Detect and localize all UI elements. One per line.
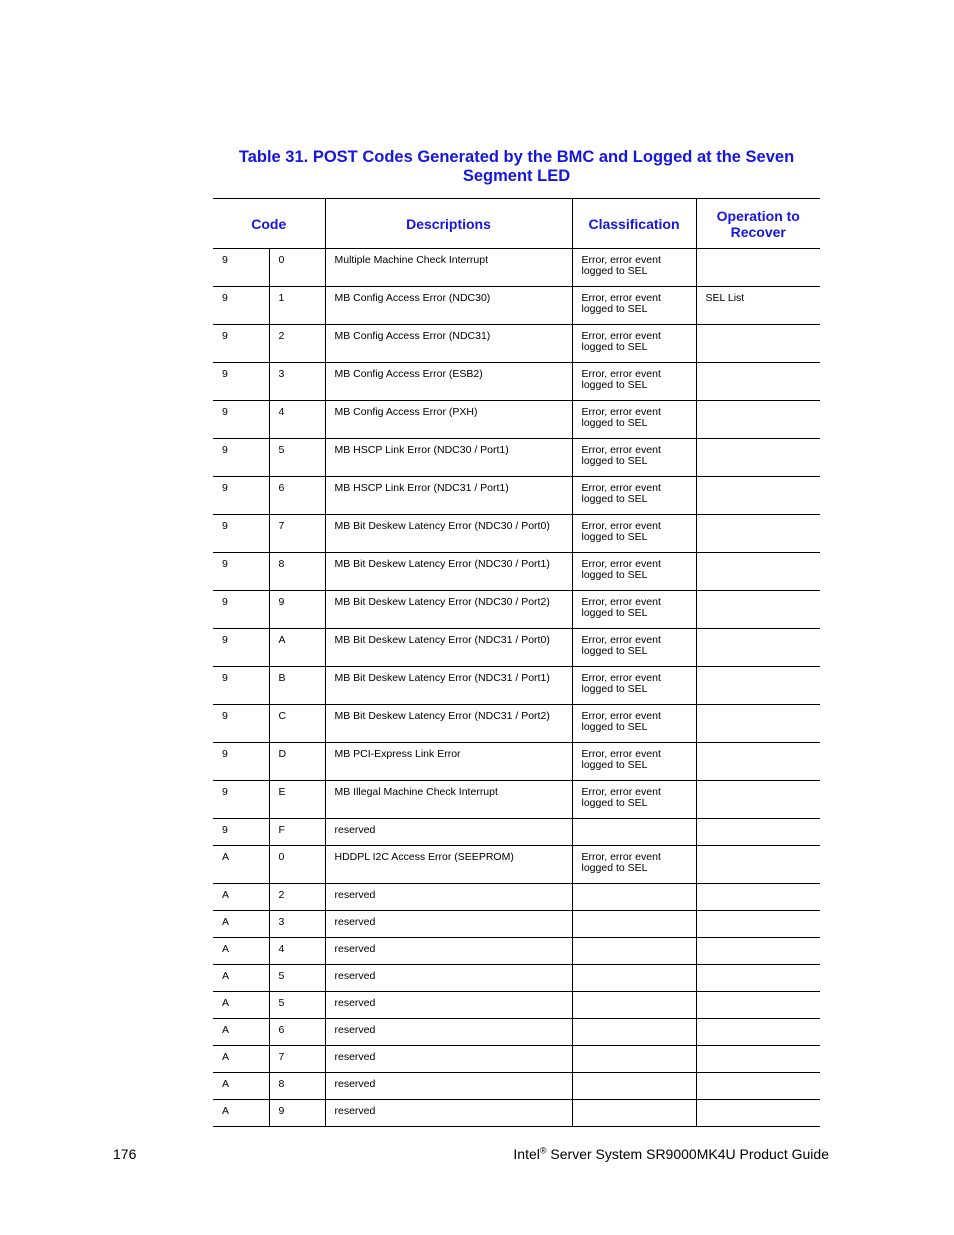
table-row: [213, 667, 820, 705]
code-major-cell: A: [213, 1073, 269, 1100]
classification-line: Error, error event: [581, 851, 661, 863]
post-codes-table: [213, 198, 820, 1127]
footer-brand: Intel: [513, 1146, 540, 1162]
classification-line: logged to SEL: [581, 645, 648, 657]
classification-line: logged to SEL: [581, 341, 648, 353]
description-cell: MB Bit Deskew Latency Error (NDC31 / Port1): [325, 667, 572, 705]
classification-cell: [572, 846, 696, 884]
classification-cell: [572, 553, 696, 591]
classification-line: logged to SEL: [581, 455, 648, 467]
classification-cell: [572, 1100, 696, 1127]
classification-line: logged to SEL: [581, 493, 648, 505]
table-row: [213, 911, 820, 938]
classification-line: logged to SEL: [581, 607, 648, 619]
code-minor-cell: 4: [269, 938, 325, 965]
operation-to-recover-cell: [696, 1073, 820, 1100]
operation-to-recover-cell: [696, 591, 820, 629]
description-cell: reserved: [325, 1019, 572, 1046]
description-cell: MB Config Access Error (NDC30): [325, 287, 572, 325]
code-minor-cell: 9: [269, 1100, 325, 1127]
code-minor-cell: 8: [269, 1073, 325, 1100]
table-row: [213, 938, 820, 965]
classification-cell: [572, 591, 696, 629]
code-minor-cell: 7: [269, 515, 325, 553]
footer-product-name: Server System SR9000MK4U Product Guide: [546, 1146, 829, 1162]
operation-to-recover-cell: [696, 1100, 820, 1127]
code-minor-cell: 3: [269, 911, 325, 938]
code-minor-cell: 7: [269, 1046, 325, 1073]
table-row: [213, 515, 820, 553]
classification-line: logged to SEL: [581, 797, 648, 809]
code-major-cell: 9: [213, 325, 269, 363]
table-row: [213, 992, 820, 1019]
classification-line: logged to SEL: [581, 759, 648, 771]
classification-cell: [572, 249, 696, 287]
code-major-cell: 9: [213, 477, 269, 515]
classification-line: logged to SEL: [581, 303, 648, 315]
classification-line: Error, error event: [581, 786, 661, 798]
table-row: [213, 439, 820, 477]
table-row: [213, 553, 820, 591]
description-cell: reserved: [325, 884, 572, 911]
classification-line: Error, error event: [581, 330, 661, 342]
code-major-cell: 9: [213, 819, 269, 846]
classification-cell: [572, 287, 696, 325]
registered-mark: ®: [539, 1145, 547, 1156]
description-cell: reserved: [325, 1073, 572, 1100]
code-major-cell: 9: [213, 249, 269, 287]
classification-line: Error, error event: [581, 596, 661, 608]
classification-cell: [572, 781, 696, 819]
classification-cell: [572, 325, 696, 363]
description-cell: reserved: [325, 911, 572, 938]
description-cell: MB Illegal Machine Check Interrupt: [325, 781, 572, 819]
operation-to-recover-cell: [696, 705, 820, 743]
code-major-cell: 9: [213, 781, 269, 819]
description-cell: reserved: [325, 965, 572, 992]
table-title-line-1: Table 31. POST Codes Generated by the BMC and Logged at the Seven: [238, 148, 795, 166]
description-cell: MB Bit Deskew Latency Error (NDC30 / Port1): [325, 553, 572, 591]
code-minor-cell: 3: [269, 363, 325, 401]
table-title-line-2: Segment LED: [462, 166, 571, 185]
table-row: [213, 401, 820, 439]
description-cell: MB HSCP Link Error (NDC30 / Port1): [325, 439, 572, 477]
operation-to-recover-cell: [696, 819, 820, 846]
code-minor-cell: 0: [269, 249, 325, 287]
classification-line: logged to SEL: [581, 569, 648, 581]
classification-line: Error, error event: [581, 748, 661, 760]
table-header-row: [213, 199, 820, 249]
classification-cell: [572, 743, 696, 781]
table-row: [213, 819, 820, 846]
table-row: [213, 846, 820, 884]
classification-cell: [572, 667, 696, 705]
code-major-cell: 9: [213, 743, 269, 781]
description-cell: reserved: [325, 992, 572, 1019]
classification-line: Error, error event: [581, 710, 661, 722]
table-row: [213, 743, 820, 781]
operation-to-recover-cell: SEL List: [696, 287, 820, 325]
classification-cell: [572, 1073, 696, 1100]
description-cell: MB Bit Deskew Latency Error (NDC31 / Port0): [325, 629, 572, 667]
operation-to-recover-cell: [696, 992, 820, 1019]
classification-cell: [572, 705, 696, 743]
code-minor-cell: 9: [269, 591, 325, 629]
table-row: [213, 1046, 820, 1073]
classification-cell: [572, 965, 696, 992]
operation-to-recover-cell: [696, 401, 820, 439]
table-title: [213, 148, 820, 185]
classification-cell: [572, 819, 696, 846]
classification-cell: [572, 439, 696, 477]
code-minor-cell: 6: [269, 477, 325, 515]
classification-line: Error, error event: [581, 482, 661, 494]
classification-line: Error, error event: [581, 634, 661, 646]
operation-to-recover-cell: [696, 515, 820, 553]
classification-cell: [572, 401, 696, 439]
table-row: [213, 363, 820, 401]
table-body: [213, 249, 820, 1127]
header-code: Code: [213, 199, 325, 249]
operation-to-recover-cell: [696, 781, 820, 819]
table-row: [213, 591, 820, 629]
operation-to-recover-cell: [696, 629, 820, 667]
code-major-cell: 9: [213, 287, 269, 325]
header-descriptions: Descriptions: [325, 199, 572, 249]
code-major-cell: A: [213, 1046, 269, 1073]
table-row: [213, 1019, 820, 1046]
operation-to-recover-cell: [696, 884, 820, 911]
header-classification: Classification: [572, 199, 696, 249]
operation-to-recover-cell: [696, 743, 820, 781]
table-row: [213, 781, 820, 819]
table-row: [213, 1073, 820, 1100]
classification-cell: [572, 884, 696, 911]
table-row: [213, 1100, 820, 1127]
code-major-cell: 9: [213, 591, 269, 629]
code-major-cell: A: [213, 911, 269, 938]
operation-to-recover-cell: [696, 667, 820, 705]
table-row: [213, 287, 820, 325]
classification-line: Error, error event: [581, 558, 661, 570]
classification-line: Error, error event: [581, 254, 661, 266]
classification-cell: [572, 992, 696, 1019]
operation-to-recover-cell: [696, 477, 820, 515]
code-minor-cell: C: [269, 705, 325, 743]
code-major-cell: A: [213, 965, 269, 992]
description-cell: MB Config Access Error (PXH): [325, 401, 572, 439]
classification-line: Error, error event: [581, 368, 661, 380]
code-major-cell: 9: [213, 705, 269, 743]
description-cell: MB Bit Deskew Latency Error (NDC30 / Port2): [325, 591, 572, 629]
classification-line: Error, error event: [581, 520, 661, 532]
code-minor-cell: 4: [269, 401, 325, 439]
code-minor-cell: 1: [269, 287, 325, 325]
classification-line: Error, error event: [581, 292, 661, 304]
code-major-cell: 9: [213, 439, 269, 477]
code-major-cell: A: [213, 846, 269, 884]
code-major-cell: 9: [213, 515, 269, 553]
description-cell: MB PCI-Express Link Error: [325, 743, 572, 781]
code-major-cell: A: [213, 884, 269, 911]
table-row: [213, 884, 820, 911]
operation-to-recover-cell: [696, 1046, 820, 1073]
table-row: [213, 249, 820, 287]
description-cell: MB HSCP Link Error (NDC31 / Port1): [325, 477, 572, 515]
code-major-cell: A: [213, 1100, 269, 1127]
code-minor-cell: E: [269, 781, 325, 819]
description-cell: MB Bit Deskew Latency Error (NDC31 / Port2): [325, 705, 572, 743]
operation-to-recover-cell: [696, 249, 820, 287]
code-minor-cell: 8: [269, 553, 325, 591]
footer-product-title: [513, 1146, 829, 1162]
operation-to-recover-cell: [696, 363, 820, 401]
classification-line: Error, error event: [581, 406, 661, 418]
classification-line: logged to SEL: [581, 379, 648, 391]
code-minor-cell: 5: [269, 965, 325, 992]
classification-line: logged to SEL: [581, 683, 648, 695]
description-cell: reserved: [325, 1100, 572, 1127]
page-number: 176: [113, 1146, 137, 1162]
table-row: [213, 477, 820, 515]
code-minor-cell: 0: [269, 846, 325, 884]
code-minor-cell: B: [269, 667, 325, 705]
operation-to-recover-cell: [696, 965, 820, 992]
classification-cell: [572, 911, 696, 938]
classification-line: logged to SEL: [581, 721, 648, 733]
code-minor-cell: 6: [269, 1019, 325, 1046]
description-cell: reserved: [325, 938, 572, 965]
code-major-cell: 9: [213, 629, 269, 667]
code-major-cell: 9: [213, 401, 269, 439]
table-row: [213, 325, 820, 363]
operation-to-recover-cell: [696, 846, 820, 884]
code-major-cell: 9: [213, 553, 269, 591]
code-major-cell: A: [213, 992, 269, 1019]
table-row: [213, 629, 820, 667]
code-minor-cell: 5: [269, 992, 325, 1019]
description-cell: MB Config Access Error (NDC31): [325, 325, 572, 363]
code-minor-cell: 2: [269, 884, 325, 911]
operation-to-recover-cell: [696, 911, 820, 938]
code-minor-cell: F: [269, 819, 325, 846]
classification-cell: [572, 1019, 696, 1046]
classification-line: logged to SEL: [581, 531, 648, 543]
operation-to-recover-cell: [696, 938, 820, 965]
description-cell: MB Bit Deskew Latency Error (NDC30 / Port0): [325, 515, 572, 553]
description-cell: reserved: [325, 1046, 572, 1073]
operation-to-recover-cell: [696, 1019, 820, 1046]
classification-cell: [572, 477, 696, 515]
description-cell: HDDPL I2C Access Error (SEEPROM): [325, 846, 572, 884]
classification-cell: [572, 363, 696, 401]
operation-to-recover-cell: [696, 553, 820, 591]
table-row: [213, 705, 820, 743]
classification-line: Error, error event: [581, 672, 661, 684]
classification-line: logged to SEL: [581, 417, 648, 429]
classification-cell: [572, 1046, 696, 1073]
code-major-cell: 9: [213, 667, 269, 705]
classification-cell: [572, 938, 696, 965]
code-major-cell: 9: [213, 363, 269, 401]
operation-to-recover-cell: [696, 439, 820, 477]
table-row: [213, 965, 820, 992]
classification-line: logged to SEL: [581, 862, 648, 874]
code-minor-cell: 2: [269, 325, 325, 363]
header-operation-to-recover: Operation to Recover: [696, 199, 820, 249]
description-cell: Multiple Machine Check Interrupt: [325, 249, 572, 287]
code-major-cell: A: [213, 1019, 269, 1046]
operation-to-recover-cell: [696, 325, 820, 363]
code-minor-cell: A: [269, 629, 325, 667]
description-cell: MB Config Access Error (ESB2): [325, 363, 572, 401]
description-cell: reserved: [325, 819, 572, 846]
code-minor-cell: D: [269, 743, 325, 781]
code-major-cell: A: [213, 938, 269, 965]
classification-cell: [572, 515, 696, 553]
classification-cell: [572, 629, 696, 667]
classification-line: logged to SEL: [581, 265, 648, 277]
classification-line: Error, error event: [581, 444, 661, 456]
code-minor-cell: 5: [269, 439, 325, 477]
